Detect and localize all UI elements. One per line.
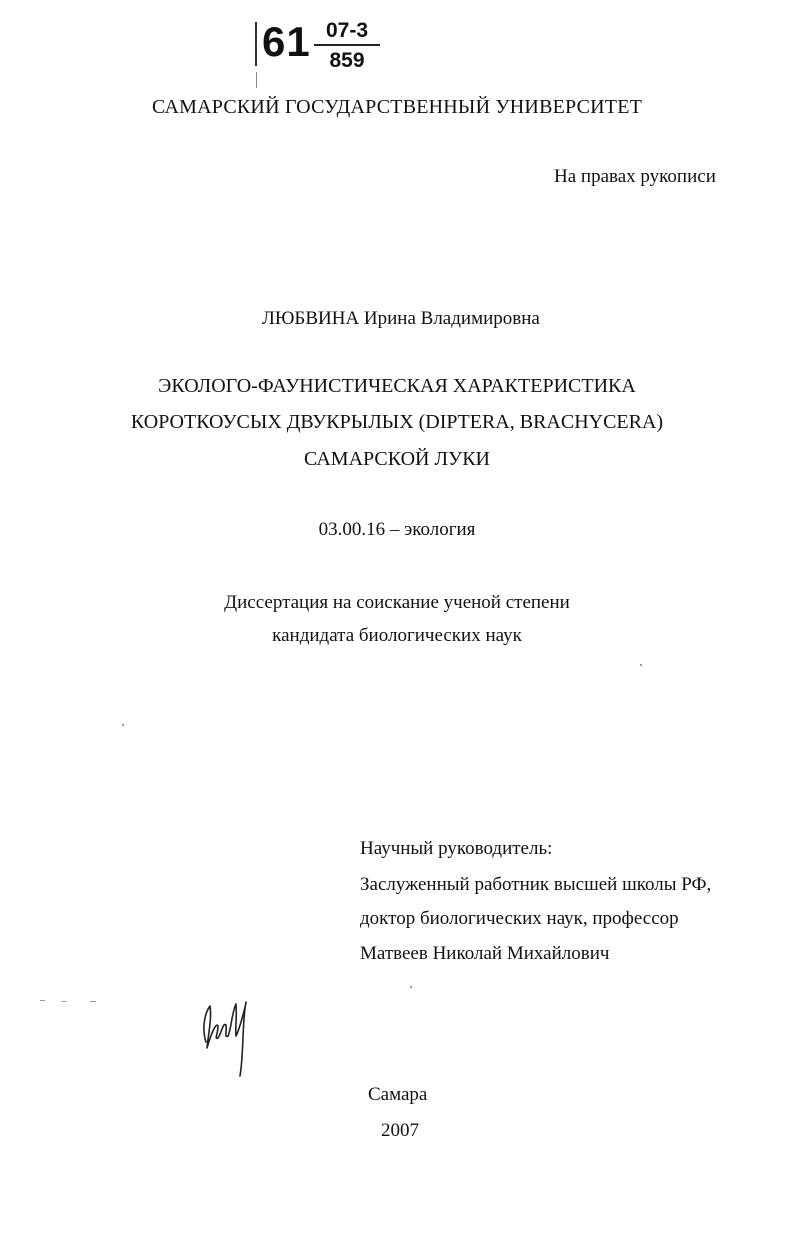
supervisor-heading: Научный руководитель: <box>360 838 553 859</box>
supervisor-honor: Заслуженный работник высшей школы РФ, <box>360 874 712 895</box>
dissertation-line-2: кандидата биологических наук <box>272 625 522 646</box>
specialty-code: 03.00.16 – экология <box>318 519 476 540</box>
university-name: САМАРСКИЙ ГОСУДАРСТВЕННЫЙ УНИВЕРСИТЕТ <box>151 96 643 118</box>
stamp-fraction-line <box>314 44 380 46</box>
rights-note: На правах рукописи <box>554 166 716 187</box>
scan-speck <box>122 724 124 726</box>
supervisor-degree: доктор биологических наук, профессор <box>360 908 679 929</box>
stamp-margin-tick <box>256 72 257 88</box>
author-name: ЛЮБВИНА Ирина Владимировна <box>262 308 540 329</box>
thesis-title-line-3: САМАРСКОЙ ЛУКИ <box>304 448 490 470</box>
stamp-number: 61 <box>262 18 311 65</box>
scan-speck <box>40 1000 45 1001</box>
scan-speck <box>640 664 642 666</box>
scan-speck <box>410 986 412 988</box>
thesis-title-line-2: КОРОТКОУСЫХ ДВУКРЫЛЫХ (DIPTERA, BRACHYCERA) <box>130 411 664 433</box>
city: Самара <box>368 1084 428 1105</box>
scan-speck <box>62 1001 66 1002</box>
stamp-numerator: 07-3 <box>325 19 369 42</box>
scan-speck <box>90 1001 96 1002</box>
dissertation-line-1: Диссертация на соискание ученой степени <box>224 592 570 613</box>
thesis-title-line-1: ЭКОЛОГО-ФАУНИСТИЧЕСКАЯ ХАРАКТЕРИСТИКА <box>158 375 636 397</box>
signature-mark <box>196 992 256 1078</box>
supervisor-name: Матвеев Николай Михайлович <box>360 943 610 964</box>
year: 2007 <box>381 1120 419 1141</box>
stamp-margin-line <box>255 22 257 66</box>
stamp-denominator: 859 <box>329 49 365 72</box>
